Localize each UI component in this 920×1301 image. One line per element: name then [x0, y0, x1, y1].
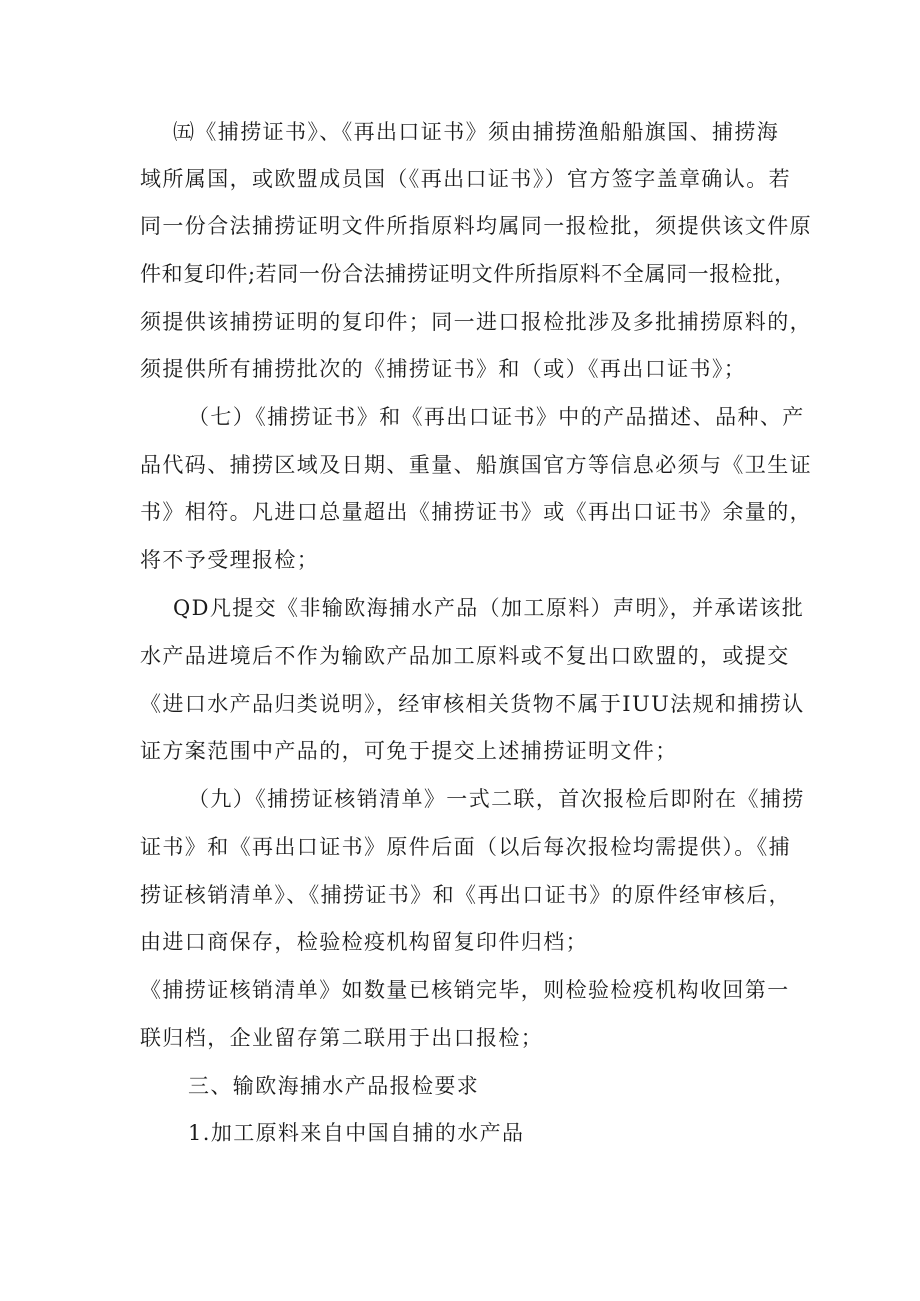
paragraph-7-line-3: 书》相符。凡进口总量超出《捕捞证书》或《再出口证书》余量的， [140, 500, 812, 524]
paragraph-9-line-3: 捞证核销清单》、《捕捞证书》和《再出口证书》的原件经审核后， [140, 883, 791, 907]
paragraph-5-line-5: 须提供该捕捞证明的复印件；同一进口报检批涉及多批捕捞原料的， [140, 310, 812, 334]
paragraph-8-line-1: QD凡提交《非输欧海捕水产品（加工原料）声明》，并承诺该批 [173, 596, 805, 620]
paragraph-5-line-6: 须提供所有捕捞批次的《捕捞证书》和（或）《再出口证书》； [140, 357, 747, 381]
paragraph-5-line-2: 域所属国，或欧盟成员国（《再出口证书》）官方签字盖章确认。若 [140, 167, 791, 191]
paragraph-7-line-2: 品代码、捕捞区域及日期、重量、船旗国官方等信息必须与《卫生证 [140, 453, 812, 477]
paragraph-5-line-3: 同一份合法捕捞证明文件所指原料均属同一报检批，须提供该文件原 [140, 214, 812, 238]
paragraph-8-line-4: 证方案范围中产品的，可免于提交上述捕捞证明文件； [140, 739, 678, 763]
section-3-heading: 三、输欧海捕水产品报检要求 [188, 1074, 480, 1098]
paragraph-9-line-2: 证书》和《再出口证书》原件后面（以后每次报检均需提供）。《捕 [140, 835, 791, 859]
paragraph-8-line-2: 水产品进境后不作为输欧产品加工原料或不复出口欧盟的，或提交 [140, 644, 790, 668]
paragraph-10-line-2: 联归档，企业留存第二联用于出口报检； [140, 1026, 544, 1050]
paragraph-10-line-1: 《捕捞证核销清单》如数量已核销完毕，则检验检疫机构收回第一 [140, 978, 790, 1002]
subsection-1-heading: 1.加工原料来自中国自捕的水产品 [188, 1121, 525, 1145]
paragraph-7-line-1: （七）《捕捞证书》和《再出口证书》中的产品描述、品种、产 [188, 405, 805, 429]
paragraph-9-line-1: （九）《捕捞证核销清单》一式二联，首次报检后即附在《捕捞 [188, 787, 805, 811]
paragraph-5-line-4: 件和复印件;若同一份合法捕捞证明文件所指原料不全属同一报检批， [140, 262, 796, 286]
paragraph-5-line-1: ㈤《捕捞证书》、《再出口证书》须由捕捞渔船船旗国、捕捞海 [173, 120, 780, 144]
paragraph-9-line-4: 由进口商保存，检验检疫机构留复印件归档； [140, 930, 588, 954]
paragraph-8-line-3: 《进口水产品归类说明》，经审核相关货物不属于IUU法规和捕捞认 [140, 692, 805, 716]
paragraph-7-line-4: 将不予受理报检； [140, 548, 320, 572]
